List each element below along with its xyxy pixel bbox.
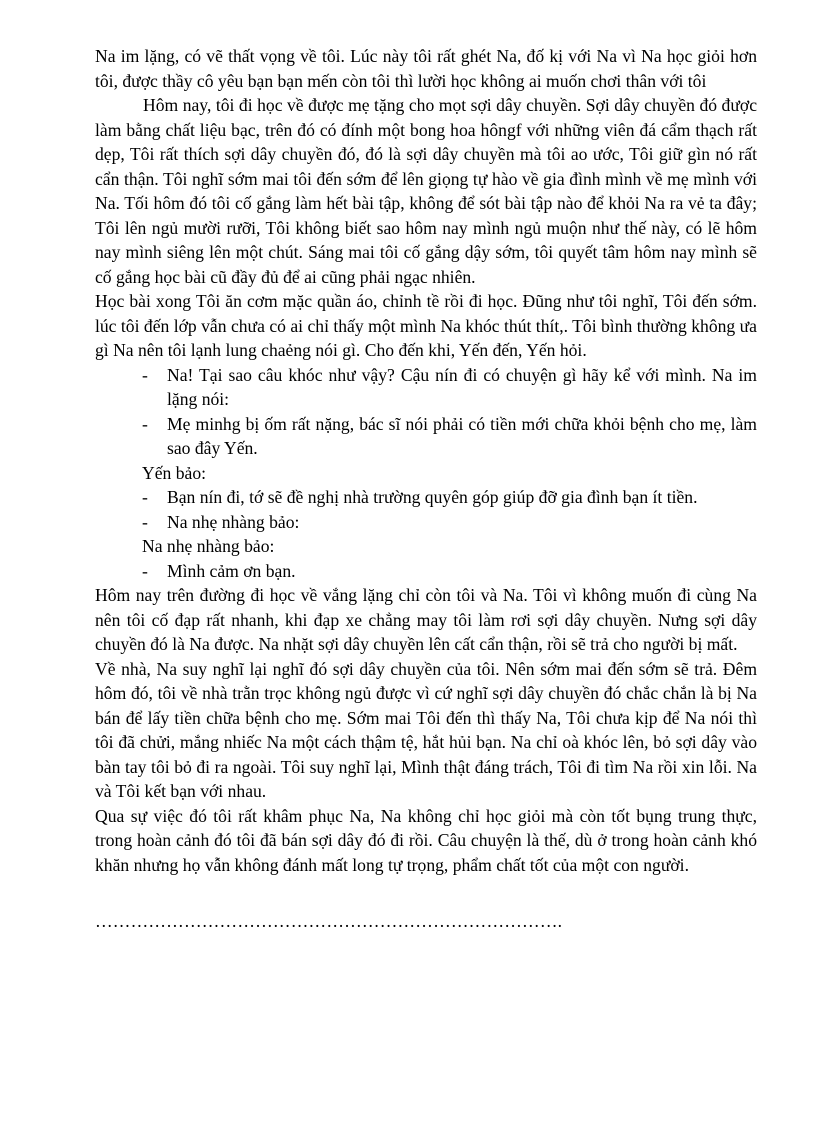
dialogue-text: Na! Tại sao câu khóc như vậy? Cậu nín đi có chuyện gì hãy kể với mình. Na im lặng nói: (167, 364, 757, 409)
paragraph-5: Về nhà, Na suy nghĩ lại nghĩ đó sợi dây chuyền của tôi. Nên sớm mai đến sớm sẽ trả. Đêm hôm đó, tôi về nhà trằn trọc không ngủ được vì cứ nghĩ sợi dây chuyền đó chắc chắn là bị Na bán để lấy tiền chữa bệnh cho mẹ. Sớm mai Tôi đến thì thấy Na, Tôi chưa kịp để Na nói thì tôi đã chửi, mắng nhiếc Na một cách thậm tệ, hắt hủi bạn. Na chỉ oà khóc lên, bỏ sợi dây vào bàn tay tôi bỏ đi ra ngoài. Tôi suy nghĩ lại, Mình thật đáng trách, Tôi đi tìm Na rồi xin lỗi. Na và Tôi kết bạn với nhau. (95, 658, 757, 801)
dash-bullet: - (142, 364, 148, 385)
dotted-line: ……………………………………………………………………. (95, 911, 563, 931)
dialogue-text: Mẹ minhg bị ốm rất nặng, bác sĩ nói phải có tiền mới chữa khỏi bệnh cho mẹ, làm sao đây Yến. (167, 413, 757, 458)
paragraph-6: Qua sự việc đó tôi rất khâm phục Na, Na không chỉ học giỏi mà còn tốt bụng trung thực, trong hoàn cảnh đó tôi đã bán sợi dây đó đi rồi. Câu chuyện là thế, dù ở trong hoàn cảnh khó khăn nhưng họ vẫn không đánh mất long tự trọng, phẩm chất tốt của một con người. (95, 805, 757, 875)
narration-line-1: Yến bảo: (142, 462, 207, 483)
dialogue-item-5 (142, 559, 757, 584)
dash-bullet: - (142, 487, 148, 507)
paragraph-2: Hôm nay, tôi đi học về được mẹ tặng cho mọt sợi dây chuyền. Sợi dây chuyền đó được làm bằng chất liệu bạc, trên đó có đính một bong hoa hôngf với những viên đá cẩm thạch rất dẹp, Tôi rất thích sợi dây chuyền đó, đó là sợi dây chuyền mà tôi ao ước, Tôi giữ gìn nó rất cẩn thận. Tôi nghĩ sớm mai tôi đến sớm để lên giọng tự hào về gia đình mình về mẹ mình với Na. Tối hôm đó tôi cố gắng làm hết bài tập, không để sót bài tập nào để khỏi Na ra vẻ ta đây; Tôi lên ngủ mười rưỡi, Tôi không biết sao hôm nay mình ngủ muộn như thế này, có lẽ hôm nay mình siêng lên một chút. Sáng mai tôi cố gắng dậy sớm, tôi quyết tâm hôm nay mình sẽ cố gắng học bài cũ đầy đủ để ai cũng phải ngạc nhiên. (95, 95, 757, 287)
dash-bullet: - (142, 560, 148, 581)
dialogue-item-1 (142, 363, 757, 412)
dash-bullet: - (142, 413, 148, 434)
narration-line-2: Na nhẹ nhàng bảo: (142, 536, 275, 556)
document-page (95, 44, 757, 934)
dash-bullet: - (142, 511, 148, 532)
dialogue-item-4 (142, 510, 757, 535)
dialogue-item-2 (142, 412, 757, 461)
paragraph-3: Học bài xong Tôi ăn cơm mặc quần áo, chỉnh tề rồi đi học. Đũng như tôi nghĩ, Tôi đến sớm. lúc tôi đến lớp vẫn chưa có ai chỉ thấy một mình Na khóc thút thít,. Tôi bình thường không ưa gì Na nên tôi lạnh lung chaẻng nói gì. Cho đến khi, Yến đến, Yến hỏi. (95, 291, 757, 360)
dialogue-text: Mình cảm ơn bạn. (167, 560, 296, 581)
paragraph-4: Hôm nay trên đường đi học về vắng lặng chỉ còn tôi và Na. Tôi vì không muốn đi cùng Na nên tôi cố đạp rất nhanh, khi đạp xe chẳng may tôi làm rơi sợi dây chuyền. Nưng sợi dây chuyền đó là Na được. Na nhặt sợi dây chuyền lên cất cẩn thận, rồi sẽ trả cho người bị mất. (95, 585, 757, 654)
paragraph-1: Na im lặng, có vẽ thất vọng về tôi. Lúc này tôi rất ghét Na, đố kị với Na vì Na học giỏi hơn tôi, được thầy cô yêu bạn bạn mến còn tôi thì lười học không ai muốn chơi thân với tôi (95, 46, 757, 91)
dialogue-text: Na nhẹ nhàng bảo: (167, 511, 300, 532)
dialogue-text: Bạn nín đi, tớ sẽ đề nghị nhà trường quyên góp giúp đỡ gia đình bạn ít tiền. (167, 487, 698, 507)
dialogue-item-3 (142, 485, 757, 510)
